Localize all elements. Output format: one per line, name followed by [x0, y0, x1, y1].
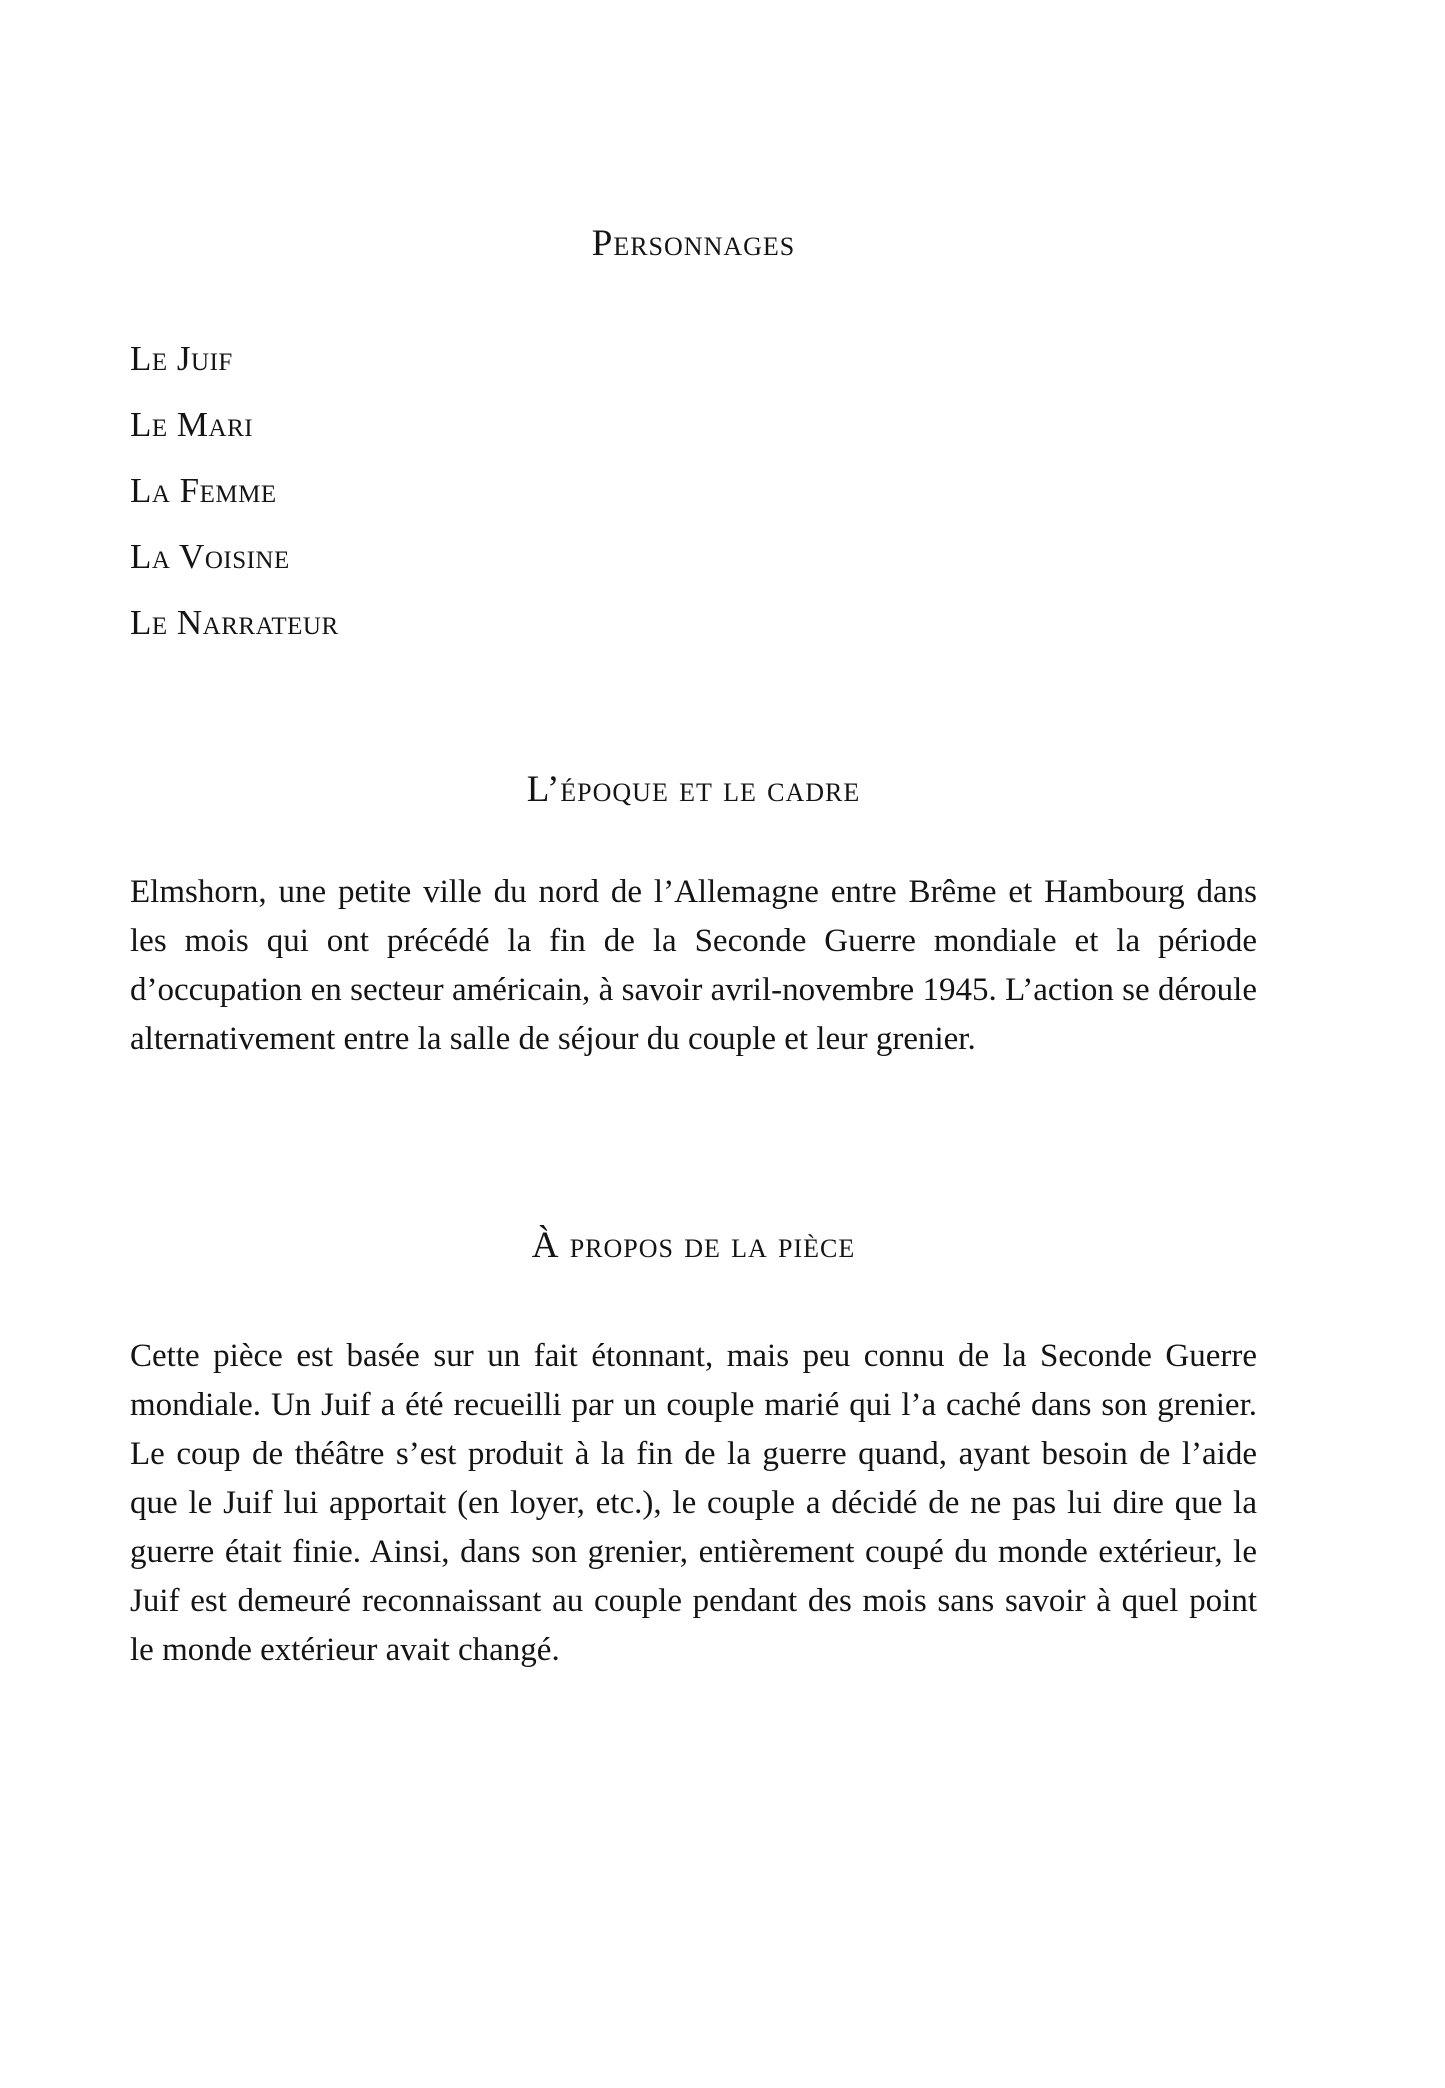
- character-le-mari: Le Mari: [130, 405, 254, 444]
- propos-heading: À propos de la pièce: [531, 1225, 856, 1266]
- propos-paragraph: Cette pièce est basée sur un fait étonnant, mais peu connu de la Seconde Guerre mondiale. Un Juif a été recueilli par un couple marié qui l’a caché dans son grenier. Le coup de théâtre s’est produit à la fin de la guerre quand, ayant besoin de l’aide que le Juif lui apportait (en loyer, etc.), le couple a décidé de ne pas lui dire que la guerre était finie. Ainsi, dans son grenier, entièrement coupé du monde extérieur, le Juif est demeuré reconnaissant au couple pendant des mois sans savoir à quel point le monde extérieur avait changé.: [130, 1338, 1257, 1668]
- character-la-voisine: La Voisine: [130, 537, 290, 576]
- character-la-femme: La Femme: [130, 471, 277, 510]
- epoque-heading: L’époque et le cadre: [526, 769, 861, 810]
- character-list: [130, 326, 1257, 656]
- personnages-heading: Personnages: [591, 223, 796, 264]
- character-le-juif: Le Juif: [130, 339, 233, 378]
- epoque-paragraph: Elmshorn, une petite ville du nord de l’Allemagne entre Brême et Hambourg dans les mois qui ont précédé la fin de la Seconde Guerre mondiale et la période d’occupation en secteur américain, à savoir avril-novembre 1945. L’action se déroule alternativement entre la salle de séjour du couple et leur grenier.: [130, 874, 1257, 1057]
- character-le-narrateur: Le Narrateur: [130, 603, 339, 642]
